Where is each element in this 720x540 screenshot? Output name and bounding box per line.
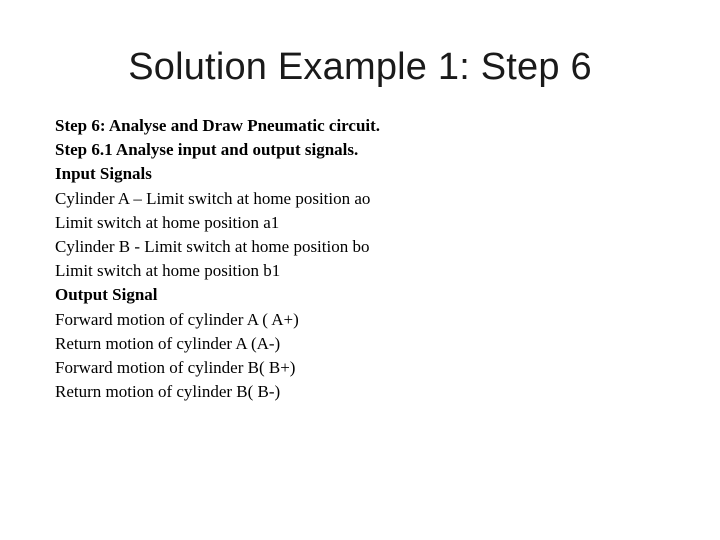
output-signal-a-minus: Return motion of cylinder A (A-) — [55, 333, 281, 353]
input-signal-cylinder-a-ao: Cylinder A – Limit switch at home position ao — [55, 188, 371, 208]
input-signal-a1: Limit switch at home position a1 — [55, 212, 280, 232]
heading-step-6-1: Step 6.1 Analyse input and output signals. — [55, 140, 359, 160]
output-signal-b-plus: Forward motion of cylinder B( B+) — [55, 357, 296, 377]
slide-title: Solution Example 1: Step 6 — [128, 46, 592, 88]
output-signal-a-plus: Forward motion of cylinder A ( A+) — [55, 309, 299, 329]
slide-body — [55, 114, 695, 404]
heading-step-6: Step 6: Analyse and Draw Pneumatic circuit. — [55, 116, 381, 135]
input-signal-cylinder-b-bo: Cylinder B - Limit switch at home position bo — [55, 236, 370, 256]
heading-output-signal: Output Signal — [55, 285, 158, 305]
input-signal-b1: Limit switch at home position b1 — [55, 261, 281, 281]
output-signal-b-minus: Return motion of cylinder B( B-) — [55, 382, 281, 402]
heading-input-signals: Input Signals — [55, 164, 152, 184]
